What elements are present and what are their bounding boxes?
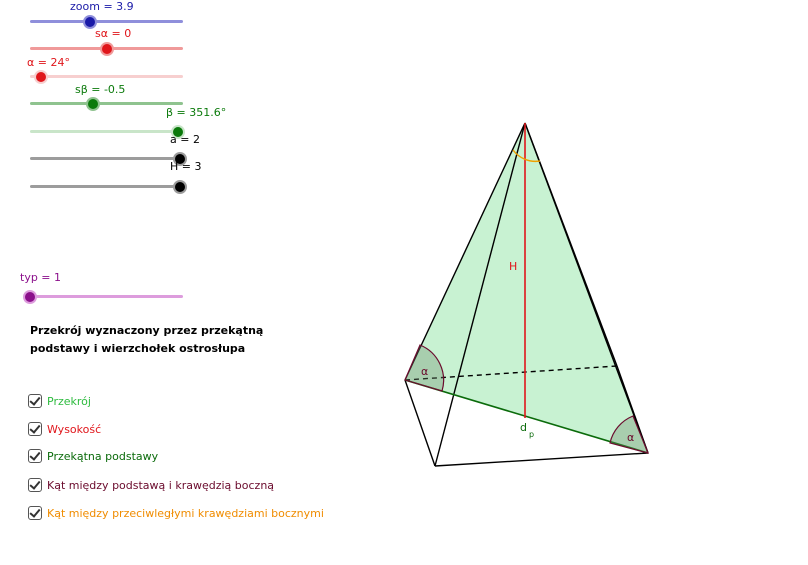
slider-label-beta: β = 351.6° <box>166 106 227 119</box>
slider-label-H: H = 3 <box>170 160 202 173</box>
base-edge <box>405 380 435 466</box>
slider-label-s-alpha: sα = 0 <box>95 27 132 40</box>
checkbox-label: Kąt między przeciwległymi krawędziami bocznymi <box>47 506 324 520</box>
description-line-1: Przekrój wyznaczony przez przekątną <box>30 324 264 337</box>
description-line-2: podstawy i wierzchołek ostrosłupa <box>30 342 246 355</box>
height-label: H <box>509 260 518 273</box>
checkbox-label: Kąt między podstawą i krawędzią boczną <box>47 478 275 492</box>
slider-label-typ: typ = 1 <box>20 271 62 284</box>
diagonal-label: d <box>520 421 527 434</box>
checkbox-label: Przekątna podstawy <box>47 449 159 463</box>
cross-section[interactable] <box>405 123 648 453</box>
diagonal-label-subscript: p <box>529 430 535 439</box>
checkbox-label: Przekrój <box>47 394 91 408</box>
slider-label-zoom: zoom = 3.9 <box>70 0 134 13</box>
checkbox-label: Wysokość <box>47 422 102 436</box>
alpha-left-label: α <box>421 365 429 378</box>
slider-label-s-beta: sβ = -0.5 <box>75 83 126 96</box>
slider-label-a: a = 2 <box>170 133 200 146</box>
base-edge <box>435 453 648 466</box>
alpha-right-label: α <box>627 431 635 444</box>
slider-label-alpha: α = 24° <box>27 56 70 69</box>
